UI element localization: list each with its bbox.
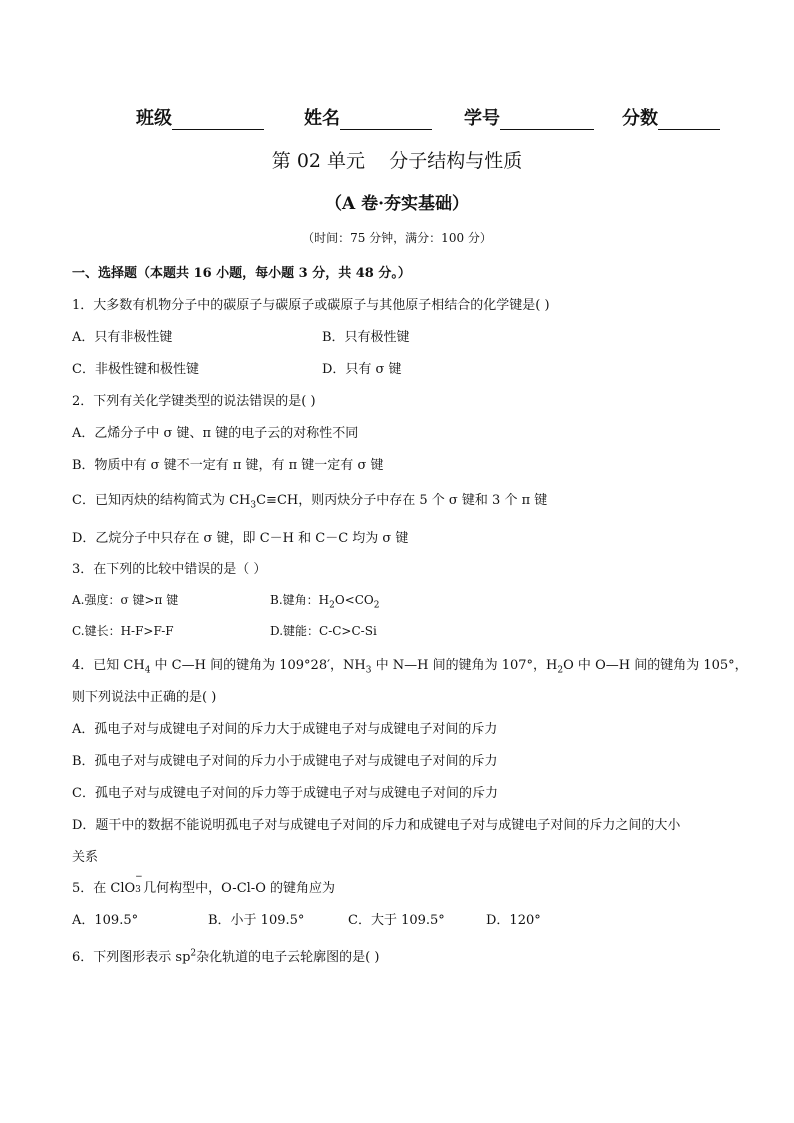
- page-subtitle: （A 卷·夯实基础）: [324, 194, 470, 214]
- exam-meta: （时间：75 分钟，满分：100 分）: [302, 231, 492, 245]
- q4-l1-c: 中 N—H 间的键角为 107°，H: [371, 658, 558, 673]
- q4-option-d-line2: 关系: [72, 850, 99, 865]
- q5-stem-sub: 3: [135, 885, 141, 895]
- q3-stem: 3．在下列的比较中错误的是（ ）: [72, 562, 267, 577]
- name-label: 姓名: [304, 108, 340, 129]
- q5-stem-b: 几何构型中，O-Cl-O 的键角应为: [143, 881, 335, 896]
- class-label: 班级: [136, 108, 172, 129]
- id-field: [464, 104, 594, 130]
- id-blank[interactable]: [500, 111, 594, 130]
- q5-stem-a: 5．在 ClO: [72, 881, 136, 896]
- q3-option-a[interactable]: A.强度：σ 键>π 键: [72, 593, 179, 607]
- q5-stem: [72, 872, 335, 896]
- q2-c-text-post: C≡CH，则丙炔分子中存在 5 个 σ 键和 3 个 π 键: [256, 493, 548, 508]
- score-blank[interactable]: [658, 111, 720, 130]
- q2-option-a[interactable]: A．乙烯分子中 σ 键、π 键的电子云的对称性不同: [72, 426, 359, 441]
- q5-option-a[interactable]: A．109.5°: [72, 913, 139, 928]
- score-field: [622, 104, 720, 130]
- q1-option-c[interactable]: C．非极性键和极性键: [72, 362, 199, 377]
- q3-b-mid: O<CO: [334, 593, 374, 607]
- q4-l1-s3: 2: [557, 665, 564, 676]
- q4-l1-s1: 4: [144, 665, 151, 676]
- q3-b-sub1: 2: [329, 600, 335, 611]
- q2-option-d[interactable]: D．乙烷分子中只存在 σ 键，即 C－H 和 C－C 均为 σ 键: [72, 531, 409, 546]
- q6-stem-a: 6．下列图形表示 sp: [72, 950, 191, 965]
- q3-option-b[interactable]: [270, 591, 380, 610]
- q5-option-c[interactable]: C．大于 109.5°: [348, 913, 445, 928]
- q5-ion-charge: [135, 872, 143, 895]
- q6-stem-b: 杂化轨道的电子云轮廓图的是( ): [196, 950, 380, 965]
- q4-option-d-line1[interactable]: D．题干中的数据不能说明孤电子对与成键电子对间的斥力和成键电子对与成键电子对间的斥力之间的大小: [72, 818, 681, 833]
- id-label: 学号: [464, 108, 500, 129]
- q4-l1-a: 4．已知 CH: [72, 658, 145, 673]
- student-info-header: [0, 104, 794, 128]
- q2-option-b[interactable]: B．物质中有 σ 键不一定有 π 键，有 π 键一定有 σ 键: [72, 458, 384, 473]
- q4-option-c[interactable]: C．孤电子对与成键电子对间的斥力等于成键电子对与成键电子对间的斥力: [72, 786, 498, 801]
- q5-option-b[interactable]: B．小于 109.5°: [208, 913, 305, 928]
- q2-c-sub: 3: [250, 500, 257, 511]
- name-field: [304, 104, 432, 130]
- section-heading: 一、选择题（本题共 16 小题，每小题 3 分，共 48 分。）: [72, 266, 411, 281]
- q4-stem-line1: [72, 654, 748, 676]
- q3-b-sub2: 2: [373, 600, 380, 611]
- q3-option-d[interactable]: D.键能：C-C>C-Si: [270, 624, 377, 638]
- q1-option-b[interactable]: B．只有极性键: [322, 330, 410, 345]
- q4-stem-line2: 则下列说法中正确的是( ): [72, 690, 217, 705]
- q4-l1-d: O 中 O—H 间的键角为 105°，: [563, 658, 748, 673]
- q3-b-pre: B.键角：H: [270, 593, 330, 607]
- q1-option-d[interactable]: D．只有 σ 键: [322, 362, 402, 377]
- score-label: 分数: [622, 108, 658, 129]
- q4-option-b[interactable]: B．孤电子对与成键电子对间的斥力小于成键电子对与成键电子对间的斥力: [72, 754, 498, 769]
- name-blank[interactable]: [340, 111, 432, 130]
- q5-stem-sup: −: [135, 872, 143, 882]
- class-field: [136, 104, 264, 130]
- q4-l1-b: 中 C—H 间的键角为 109°28′，NH: [150, 658, 366, 673]
- q3-option-c[interactable]: C.键长：H-F>F-F: [72, 624, 174, 638]
- q2-stem: 2．下列有关化学键类型的说法错误的是( ): [72, 394, 316, 409]
- q6-stem-sup: 2: [190, 948, 197, 959]
- q1-option-a[interactable]: A．只有非极性键: [72, 330, 173, 345]
- class-blank[interactable]: [172, 111, 264, 130]
- q4-option-a[interactable]: A．孤电子对与成键电子对间的斥力大于成键电子对与成键电子对间的斥力: [72, 722, 498, 737]
- q1-stem: 1．大多数有机物分子中的碳原子与碳原子或碳原子与其他原子相结合的化学键是( ): [72, 298, 550, 313]
- q4-l1-s2: 3: [365, 665, 372, 676]
- q6-stem: [72, 946, 379, 965]
- q2-c-text-pre: C．已知丙炔的结构简式为 CH: [72, 493, 251, 508]
- page-title: 第 02 单元 分子结构与性质: [271, 150, 523, 172]
- q2-option-c[interactable]: [72, 489, 547, 511]
- q5-option-d[interactable]: D．120°: [486, 913, 541, 928]
